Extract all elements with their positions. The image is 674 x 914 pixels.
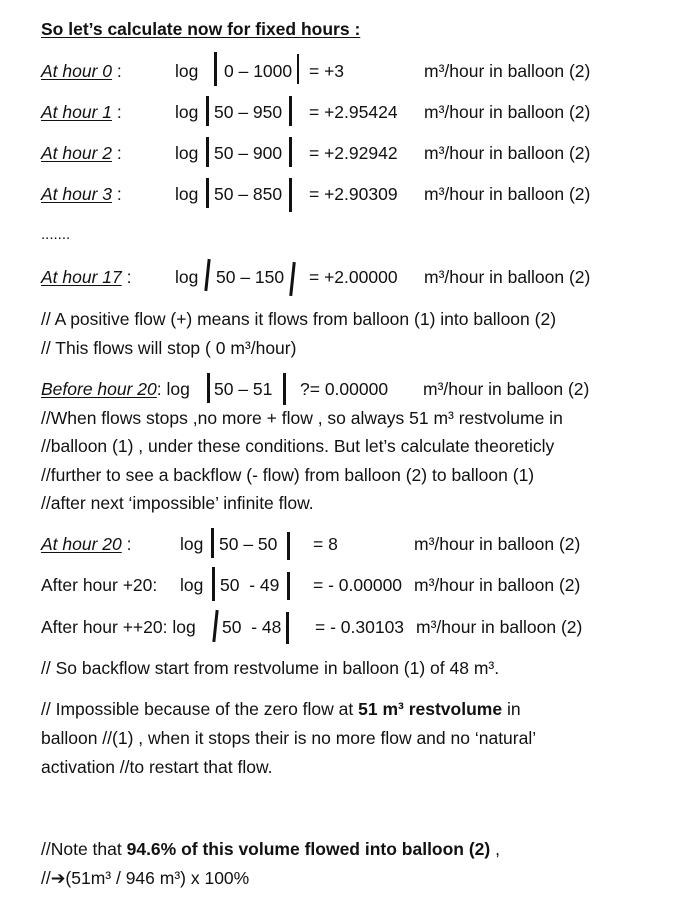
abs-bar-left (207, 373, 210, 403)
row-result: = +3 (309, 61, 345, 81)
log-text: log (180, 534, 204, 554)
paragraph-line: //after next ‘impossible’ infinite flow. (41, 493, 314, 513)
note-flow-stop: // This flows will stop ( 0 m³/hour) (41, 338, 297, 358)
row-expr: 50 – 50 (219, 534, 278, 554)
note-positive-flow: // A positive flow (+) means it flows from balloon (1) into balloon (2) (41, 309, 557, 329)
note-backflow: // So backflow start from restvolume in balloon (1) of 48 m³. (41, 658, 500, 678)
abs-bar-right (289, 137, 292, 167)
row-result: = +2.95424 (309, 102, 398, 122)
row-expr: 50 – 950 (214, 102, 283, 122)
row-label: At hour 20 (41, 534, 122, 554)
abs-bar-right (297, 54, 299, 84)
log-text: log (175, 184, 199, 204)
row-label: After hour +20: (41, 575, 158, 595)
row-label: At hour 17 (41, 267, 122, 287)
row-unit: m³/hour in balloon (2) (414, 575, 581, 595)
row-expr: 50 – 51 (214, 379, 273, 399)
paragraph-line: //further to see a backflow (- flow) from balloon (2) to balloon (1) (41, 465, 535, 485)
row-result: = +2.90309 (309, 184, 398, 204)
row-expr: 50 – 850 (214, 184, 283, 204)
abs-bar-left (206, 96, 209, 126)
row-result: = +2.92942 (309, 143, 398, 163)
log-text: log (175, 143, 199, 163)
row-expr: 50 - 48 (222, 617, 282, 637)
row-label: At hour 1 (41, 102, 113, 122)
row-unit: m³/hour in balloon (2) (424, 143, 591, 163)
note-final: //Note that 94.6% of this volume flowed into balloon (2) , (41, 839, 500, 859)
row-unit: m³/hour in balloon (2) (416, 617, 583, 637)
row-colon: : (112, 184, 122, 204)
abs-bar-right (283, 373, 286, 405)
row-label: At hour 2 (41, 143, 113, 163)
abs-bar-right (287, 532, 290, 560)
paragraph-line: balloon //(1) , when it stops their is no more flow and no ‘natural’ (41, 728, 537, 748)
note-impossible: // Impossible because of the zero flow at 51 m³ restvolume in (41, 699, 521, 719)
abs-bar-right (289, 262, 296, 296)
row-label: At hour 0 (41, 61, 113, 81)
row-colon: : (112, 143, 122, 163)
row-result: = - 0.30103 (315, 617, 405, 637)
abs-bar-right (289, 96, 292, 126)
abs-bar-left (211, 528, 214, 558)
log-text: log (180, 575, 204, 595)
bold-percentage: 94.6% of this volume flowed into balloon (2) (126, 839, 496, 859)
row-result: ?= 0.00000 (300, 379, 389, 399)
row-label: At hour 3 (41, 184, 113, 204)
row-unit: m³/hour in balloon (2) (424, 184, 591, 204)
bold-restvolume: 51 m³ restvolume (358, 699, 503, 719)
abs-bar-left (212, 567, 215, 601)
row-label: Before hour 20 (41, 379, 157, 399)
log-text: log (175, 267, 199, 287)
paragraph-line: activation //to restart that flow. (41, 757, 273, 777)
right-arrow-icon: ➔ (50, 868, 66, 888)
row-expr: 0 – 1000 (224, 61, 293, 81)
abs-bar-left (206, 137, 209, 167)
page-heading: So let’s calculate now for fixed hours : (41, 19, 361, 39)
row-unit: m³/hour in balloon (2) (424, 102, 591, 122)
row-colon: : (121, 267, 132, 287)
row-expr: 50 - 49 (220, 575, 280, 595)
row-label: After hour ++20: log (41, 617, 196, 637)
abs-bar-left (204, 259, 210, 291)
row-colon: : (112, 102, 122, 122)
formula-line: //➔(51m³ / 946 m³) x 100% (41, 868, 250, 888)
row-result: = 8 (313, 534, 338, 554)
row-unit: m³/hour in balloon (2) (423, 379, 590, 399)
row-expr: 50 – 900 (214, 143, 283, 163)
log-text: log (175, 102, 199, 122)
row-colon: : (112, 61, 122, 81)
abs-bar-right (289, 178, 292, 212)
row-result: = - 0.00000 (313, 575, 403, 595)
row-expr: 50 – 150 (216, 267, 285, 287)
log-text: log (175, 61, 199, 81)
abs-bar-right (286, 612, 289, 644)
abs-bar-left (206, 178, 209, 208)
abs-bar-left (212, 610, 218, 642)
row-result: = +2.00000 (309, 267, 398, 287)
row-unit: m³/hour in balloon (2) (414, 534, 581, 554)
row-log: : log (156, 379, 190, 399)
abs-bar-left (214, 52, 217, 86)
abs-bar-right (287, 572, 290, 600)
row-colon: : (121, 534, 132, 554)
row-unit: m³/hour in balloon (2) (424, 61, 591, 81)
paragraph-line: //When flows stops ,no more + flow , so always 51 m³ restvolume in (41, 408, 563, 428)
paragraph-line: //balloon (1) , under these conditions. But let’s calculate theoreticly (41, 436, 555, 456)
ellipsis: ....... (41, 226, 71, 243)
row-unit: m³/hour in balloon (2) (424, 267, 591, 287)
